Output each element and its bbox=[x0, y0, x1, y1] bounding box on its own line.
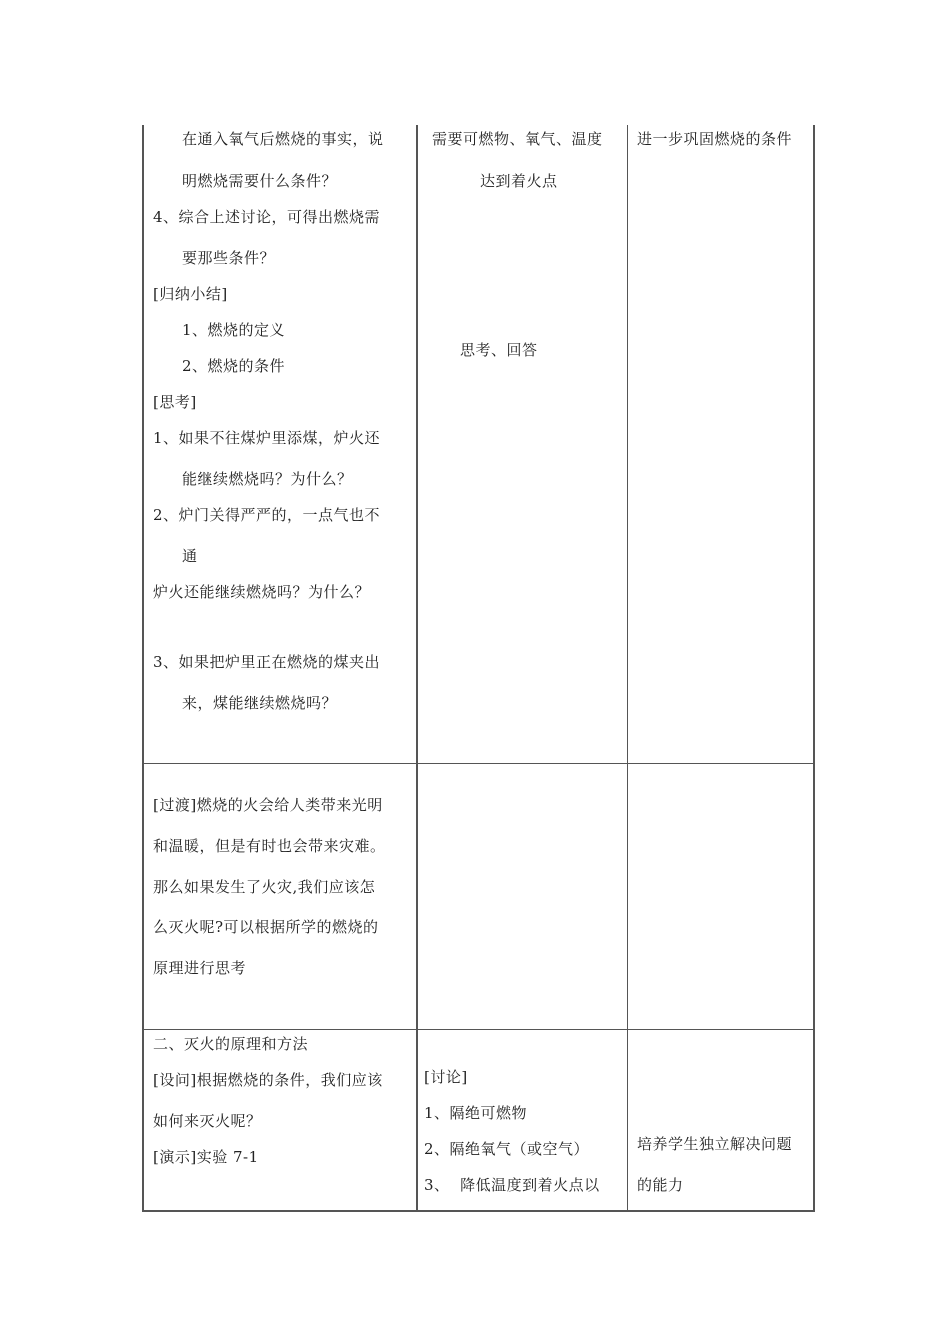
cell-text: 二、灭火的原理和方法 bbox=[153, 1035, 309, 1053]
table-border-bottom bbox=[142, 1210, 815, 1212]
cell-text: 进一步巩固燃烧的条件 bbox=[637, 130, 793, 148]
table-border-left bbox=[142, 125, 144, 1212]
cell-text: 2、燃烧的条件 bbox=[182, 357, 286, 375]
table-divider-col1 bbox=[416, 125, 418, 1212]
cell-text: [归纳小结] bbox=[153, 285, 228, 303]
cell-text: [思考] bbox=[153, 393, 197, 411]
cell-text: 如何来灭火呢？ bbox=[153, 1112, 262, 1130]
cell-text: 通 bbox=[182, 547, 198, 565]
table-row-divider-2 bbox=[142, 1029, 815, 1030]
table-row-divider-1 bbox=[142, 763, 815, 764]
cell-text: 的能力 bbox=[637, 1176, 684, 1194]
cell-text: 思考、回答 bbox=[460, 341, 538, 359]
cell-text: [讨论] bbox=[424, 1068, 468, 1086]
cell-text: 和温暖，但是有时也会带来灾难。 bbox=[153, 837, 386, 855]
cell-text: [设问]根据燃烧的条件，我们应该 bbox=[153, 1071, 383, 1089]
cell-text: 2、隔绝氧气（或空气） bbox=[424, 1140, 590, 1158]
cell-text: [演示]实验 7-1 bbox=[153, 1148, 259, 1166]
cell-text: 能继续燃烧吗？为什么？ bbox=[182, 470, 353, 488]
cell-text: 要那些条件？ bbox=[182, 249, 276, 267]
cell-text: 那么如果发生了火灾,我们应该怎 bbox=[153, 878, 376, 896]
cell-text: 需要可燃物、氧气、温度 bbox=[432, 130, 603, 148]
cell-text: 达到着火点 bbox=[480, 172, 558, 190]
cell-text: 3、如果把炉里正在燃烧的煤夹出 bbox=[153, 653, 381, 671]
cell-text: 2、炉门关得严严的，一点气也不 bbox=[153, 506, 381, 524]
cell-text: 来，煤能继续燃烧吗？ bbox=[182, 694, 338, 712]
table-border-right bbox=[813, 125, 815, 1212]
cell-text: 1、燃烧的定义 bbox=[182, 321, 286, 339]
cell-text: 3、 降低温度到着火点以 bbox=[424, 1176, 600, 1194]
cell-text: 明燃烧需要什么条件？ bbox=[182, 172, 338, 190]
cell-text: [过渡]燃烧的火会给人类带来光明 bbox=[153, 796, 383, 814]
cell-text: 炉火还能继续燃烧吗？为什么？ bbox=[153, 583, 371, 601]
cell-text: 么灭火呢?可以根据所学的燃烧的 bbox=[153, 918, 379, 936]
cell-text: 在通入氧气后燃烧的事实，说 bbox=[182, 130, 384, 148]
table-divider-col2 bbox=[627, 125, 628, 1212]
cell-text: 1、隔绝可燃物 bbox=[424, 1104, 528, 1122]
cell-text: 1、如果不往煤炉里添煤，炉火还 bbox=[153, 429, 381, 447]
cell-text: 培养学生独立解决问题 bbox=[637, 1135, 793, 1153]
cell-text: 原理进行思考 bbox=[153, 959, 247, 977]
cell-text: 4、综合上述讨论，可得出燃烧需 bbox=[153, 208, 381, 226]
